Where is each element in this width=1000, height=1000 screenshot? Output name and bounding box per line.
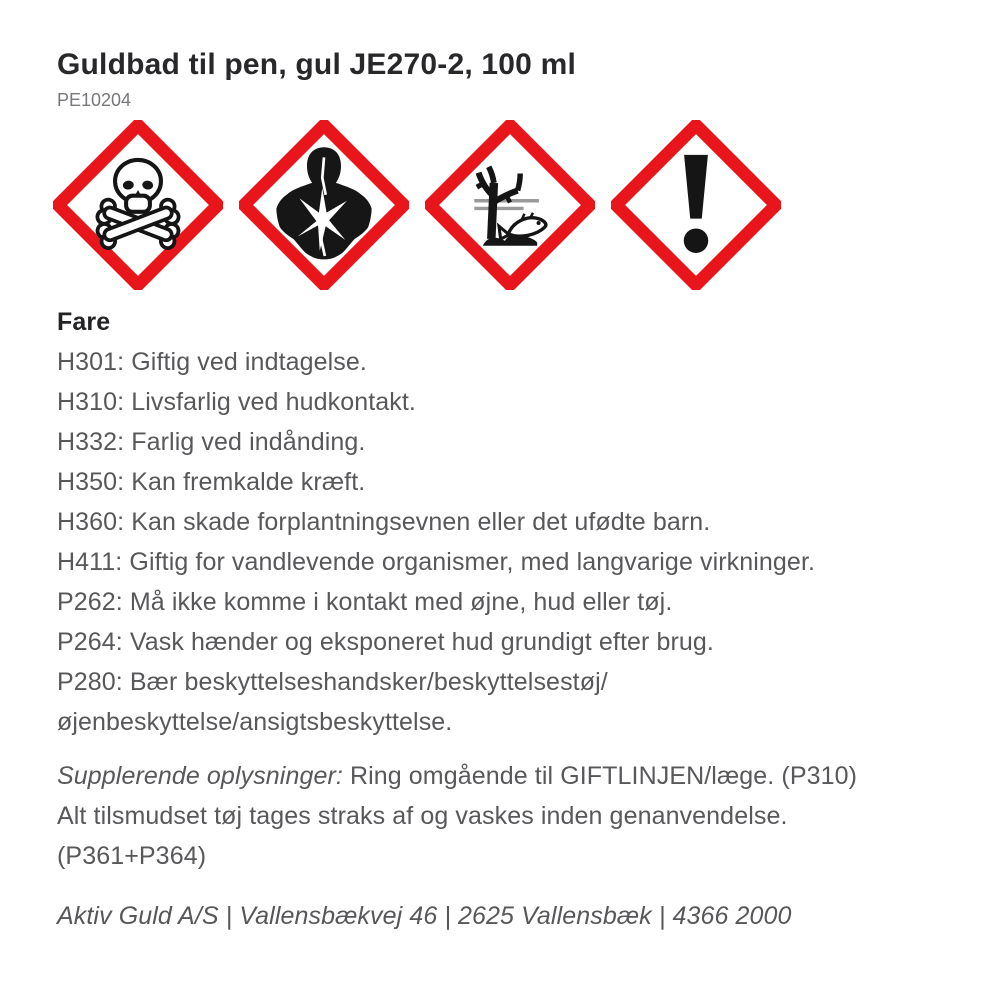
supplementary-line2: Alt tilsmudset tøj tages straks af og vaskes inden genanvendelse. — [57, 802, 788, 831]
page-title: Guldbad til pen, gul JE270-2, 100 ml — [57, 48, 577, 81]
hazard-statement-h411: H411: Giftig for vandlevende organismer, med langvarige virkninger. — [57, 548, 816, 577]
hazard-statement-h350: H350: Kan fremkalde kræft. — [57, 468, 366, 497]
hazard-statement-h301: H301: Giftig ved indtagelse. — [57, 348, 367, 377]
hazard-statement-h360: H360: Kan skade forplantningsevnen eller det ufødte barn. — [57, 508, 711, 537]
product-sku: PE10204 — [57, 89, 132, 110]
health-hazard-icon — [239, 120, 409, 290]
hazard-statement-h310: H310: Livsfarlig ved hudkontakt. — [57, 388, 416, 417]
company-footer: Aktiv Guld A/S | Vallensbækvej 46 | 2625 Vallensbæk | 4366 2000 — [57, 902, 792, 931]
exclamation-mark-icon — [611, 120, 781, 290]
hazard-statement-h332: H332: Farlig ved indånding. — [57, 428, 366, 457]
environment-hazard-icon — [425, 120, 595, 290]
precaution-statement-p280-line2: øjenbeskyttelse/ansigtsbeskyttelse. — [57, 708, 453, 737]
supplementary-p310: Ring omgående til GIFTLINJEN/læge. (P310) — [349, 762, 858, 791]
supplementary-line3: (P361+P364) — [57, 842, 207, 871]
supplementary-line1 — [57, 756, 952, 796]
precaution-statement-p262: P262: Må ikke komme i kontakt med øjne, hud eller tøj. — [57, 588, 673, 617]
health-hazard-svg — [239, 120, 409, 290]
precaution-statement-p264: P264: Vask hænder og eksponeret hud grundigt efter brug. — [57, 628, 714, 657]
precaution-statement-p280-line1: P280: Bær beskyttelseshandsker/beskyttelsestøj/ — [57, 668, 608, 697]
skull-crossbones-icon — [53, 120, 223, 290]
skull-crossbones-svg — [53, 120, 223, 290]
ghs-pictogram-row — [53, 120, 952, 290]
supplementary-info — [57, 756, 952, 876]
hazard-statements — [57, 302, 952, 742]
exclamation-mark-svg — [611, 120, 781, 290]
environment-hazard-svg — [425, 120, 595, 290]
signal-word: Fare — [57, 308, 111, 337]
supplementary-label: Supplerende oplysninger: — [57, 762, 343, 791]
